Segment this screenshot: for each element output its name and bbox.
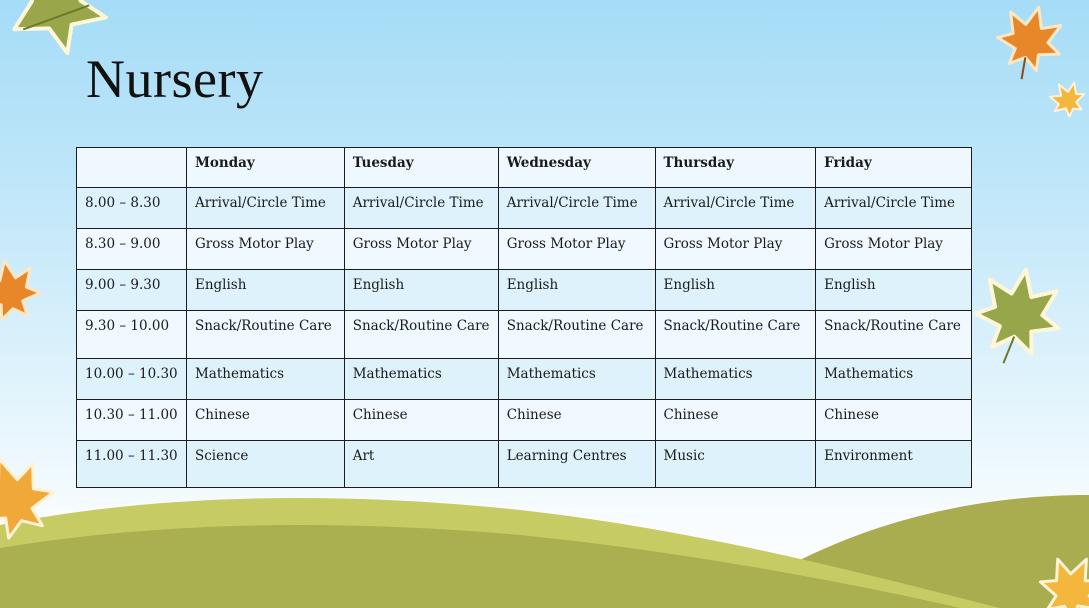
table-cell: Snack/Routine Care: [186, 311, 344, 359]
table-cell: Mathematics: [816, 359, 972, 400]
table-cell: Mathematics: [344, 359, 498, 400]
table-cell: Snack/Routine Care: [816, 311, 972, 359]
table-cell: Arrival/Circle Time: [186, 188, 344, 229]
table-row: [77, 270, 972, 311]
table-cell: Chinese: [344, 400, 498, 441]
table-row: [77, 441, 972, 488]
time-cell: 10.00 – 10.30: [77, 359, 187, 400]
time-cell: 11.00 – 11.30: [77, 441, 187, 488]
maple-leaf-icon: [1044, 76, 1089, 122]
header-cell-tuesday: Tuesday: [344, 148, 498, 188]
table-cell: English: [816, 270, 972, 311]
table-cell: Chinese: [816, 400, 972, 441]
table-cell: Arrival/Circle Time: [498, 188, 655, 229]
header-row: [77, 148, 972, 188]
table-cell: Environment: [816, 441, 972, 488]
table-row: [77, 359, 972, 400]
table-cell: Snack/Routine Care: [498, 311, 655, 359]
table-cell: Gross Motor Play: [816, 229, 972, 270]
table-cell: English: [655, 270, 816, 311]
time-cell: 9.00 – 9.30: [77, 270, 187, 311]
time-cell: 8.30 – 9.00: [77, 229, 187, 270]
table-cell: Gross Motor Play: [186, 229, 344, 270]
table-cell: Arrival/Circle Time: [816, 188, 972, 229]
header-cell-monday: Monday: [186, 148, 344, 188]
maple-leaf-icon: [989, 0, 1070, 87]
table-cell: Art: [344, 441, 498, 488]
timetable: [76, 147, 972, 488]
table-cell: Gross Motor Play: [655, 229, 816, 270]
header-cell-thursday: Thursday: [655, 148, 816, 188]
header-cell-corner: [77, 148, 187, 188]
table-cell: Science: [186, 441, 344, 488]
table-cell: Music: [655, 441, 816, 488]
time-cell: 9.30 – 10.00: [77, 311, 187, 359]
table-cell: Arrival/Circle Time: [344, 188, 498, 229]
table-cell: Arrival/Circle Time: [655, 188, 816, 229]
table-cell: English: [498, 270, 655, 311]
maple-leaf-icon: [0, 255, 44, 323]
time-cell: 10.30 – 11.00: [77, 400, 187, 441]
header-cell-friday: Friday: [816, 148, 972, 188]
table-cell: Mathematics: [498, 359, 655, 400]
page-title: Nursery: [86, 49, 264, 109]
table-cell: Gross Motor Play: [344, 229, 498, 270]
table-row: [77, 188, 972, 229]
table-cell: Mathematics: [186, 359, 344, 400]
table-cell: English: [186, 270, 344, 311]
table-row: [77, 311, 972, 359]
table-cell: Learning Centres: [498, 441, 655, 488]
table-cell: English: [344, 270, 498, 311]
table-cell: Gross Motor Play: [498, 229, 655, 270]
table-row: [77, 400, 972, 441]
table-cell: Snack/Routine Care: [344, 311, 498, 359]
table-row: [77, 229, 972, 270]
table-cell: Chinese: [186, 400, 344, 441]
table-cell: Snack/Routine Care: [655, 311, 816, 359]
table-cell: Mathematics: [655, 359, 816, 400]
header-cell-wednesday: Wednesday: [498, 148, 655, 188]
table-cell: Chinese: [655, 400, 816, 441]
time-cell: 8.00 – 8.30: [77, 188, 187, 229]
green-leaf-icon: [968, 262, 1067, 371]
table-cell: Chinese: [498, 400, 655, 441]
